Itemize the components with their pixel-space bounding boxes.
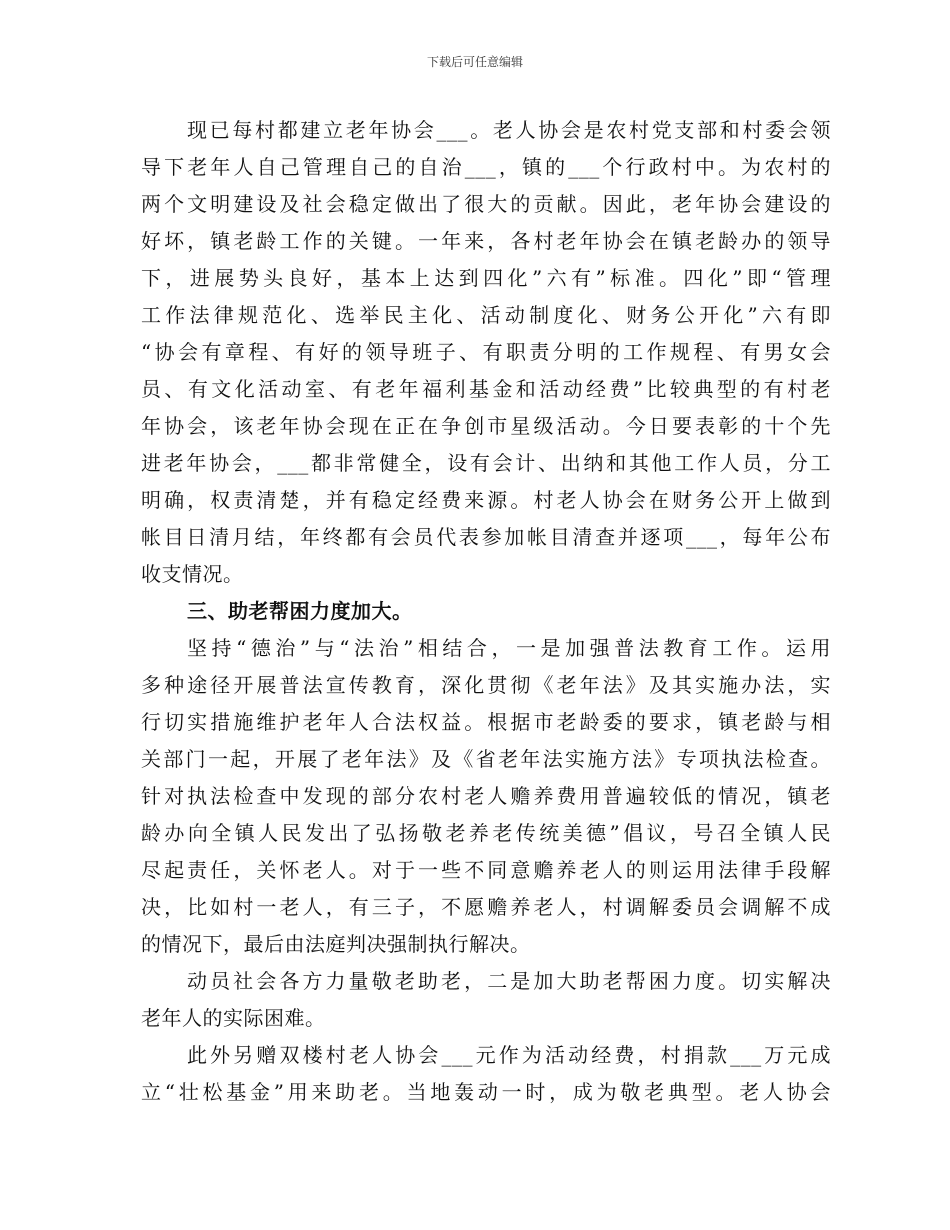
text-line: 工作法律规范化、选举民主化、活动制度化、财务公开化”六有即 [141,303,831,327]
text-line: 尽起责任，关怀老人。对于一些不同意赡养老人的则运用法律手段解 [141,858,831,882]
text-line: 关部门一起，开展了老年法》及《省老年法实施方法》专项执法检查。 [141,747,831,771]
text-line: 针对执法检查中发现的部分农村老人赡养费用普遍较低的情况，镇老 [141,784,831,808]
text-line: 导下老年人自己管理自己的自治___，镇的___个行政村中。为农村的 [141,155,831,179]
text-line: 的情况下，最后由法庭判决强制执行解决。 [141,932,531,956]
text-line: 进老年协会，___都非常健全，设有会计、出纳和其他工作人员，分工 [141,451,831,475]
text-line: 收支情况。 [141,562,244,586]
text-line: 行切实措施维护老年人合法权益。根据市老龄委的要求，镇老龄与相 [141,710,831,734]
text-line: 坚持“德治”与“法治”相结合，一是加强普法教育工作。运用 [187,636,831,660]
text-line: 现已每村都建立老年协会___。老人协会是农村党支部和村委会领 [187,118,831,142]
text-line: 帐目日清月结，年终都有会员代表参加帐目清查并逐项___，每年公布 [141,525,831,549]
text-line: 两个文明建设及社会稳定做出了很大的贡献。因此，老年协会建设的 [141,192,831,216]
text-line: 多种途径开展普法宣传教育，深化贯彻《老年法》及其实施办法，实 [141,673,831,697]
text-line: 龄办向全镇人民发出了弘扬敬老养老传统美德”倡议，号召全镇人民 [141,821,831,845]
text-line: 决，比如村一老人，有三子，不愿赡养老人，村调解委员会调解不成 [141,895,831,919]
text-line: 年协会，该老年协会现在正在争创市星级活动。今日要表彰的十个先 [141,414,831,438]
text-line: 老年人的实际困难。 [141,1006,326,1030]
text-line: 明确，权责清楚，并有稳定经费来源。村老人协会在财务公开上做到 [141,488,831,512]
text-line: 员、有文化活动室、有老年福利基金和活动经费”比较典型的有村老 [141,377,831,401]
page-header: 下载后可任意编辑 [426,55,523,69]
text-line: 此外另赠双楼村老人协会___元作为活动经费，村捐款___万元成 [187,1043,831,1067]
text-line: 好坏，镇老龄工作的关键。一年来，各村老年协会在镇老龄办的领导 [141,229,831,253]
document-body [141,112,831,1111]
section-heading: 三、助老帮困力度加大。 [187,599,413,623]
text-line: 立“壮松基金”用来助老。当地轰动一时，成为敬老典型。老人协会 [141,1080,831,1104]
text-line: “协会有章程、有好的领导班子、有职责分明的工作规程、有男女会 [141,340,831,364]
text-line: 下，进展势头良好，基本上达到四化”六有”标准。四化”即“管理 [141,266,831,290]
text-line: 动员社会各方力量敬老助老，二是加大助老帮困力度。切实解决 [187,969,831,993]
